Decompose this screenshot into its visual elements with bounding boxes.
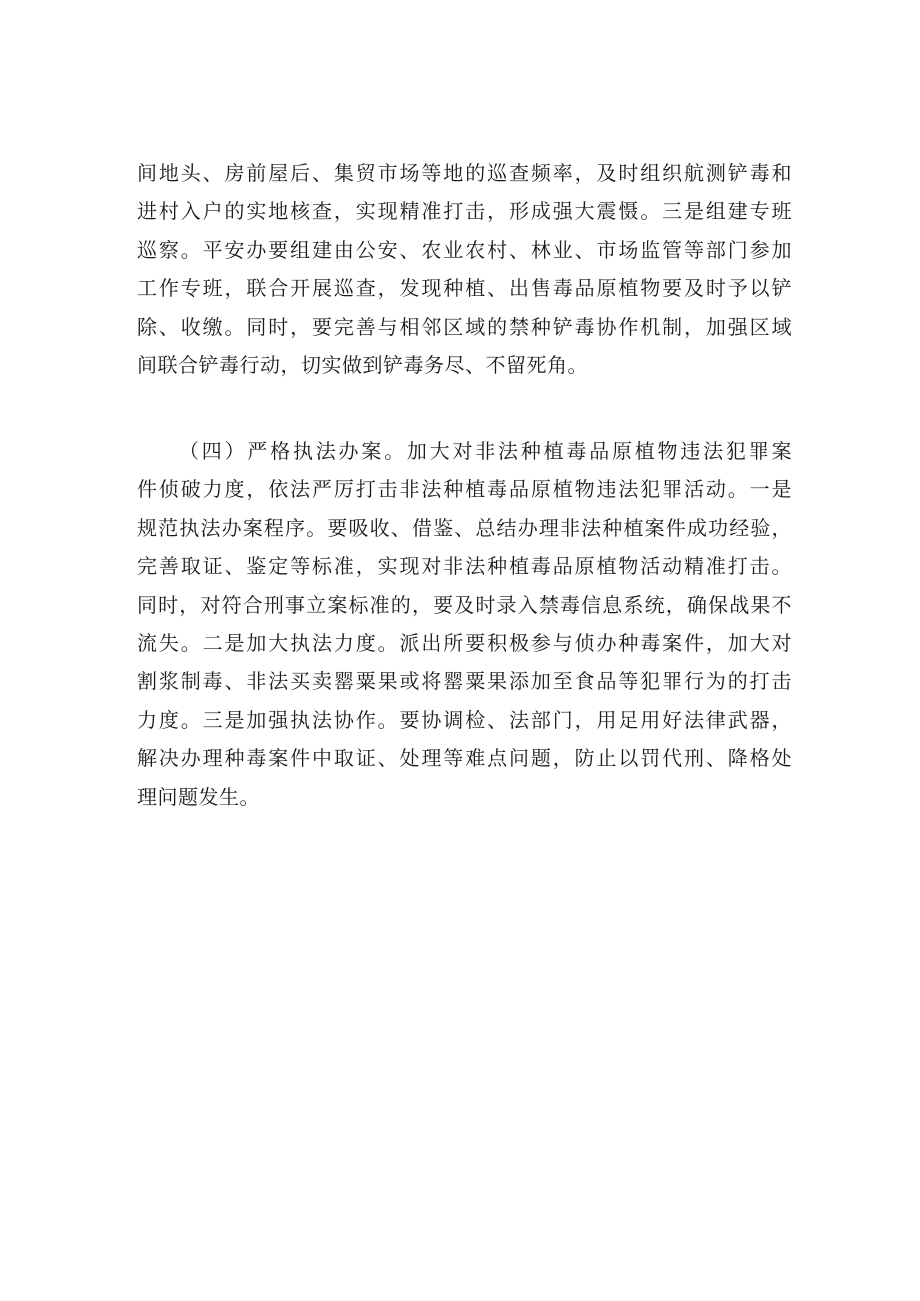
paragraph-line: 割浆制毒、非法买卖罂粟果或将罂粟果添加至食品等犯罪行为的打击 bbox=[137, 669, 792, 694]
paragraph-continued bbox=[137, 154, 792, 384]
paragraph-line: 理问题发生。 bbox=[137, 784, 260, 809]
section-heading-line: （四）严格执法办案。加大对非法种植毒品原植物违法犯罪案 bbox=[179, 439, 792, 463]
paragraph-line: 除、收缴。同时，要完善与相邻区域的禁种铲毒协作机制，加强区域 bbox=[137, 314, 792, 339]
paragraph-line: 巡察。平安办要组建由公安、农业农村、林业、市场监管等部门参加 bbox=[137, 237, 792, 262]
paragraph-line: 完善取证、鉴定等标准，实现对非法种植毒品原植物活动精准打击。 bbox=[137, 554, 792, 579]
paragraph-line: 件侦破力度，依法严厉打击非法种植毒品原植物违法犯罪活动。一是 bbox=[137, 477, 792, 502]
paragraph-line: 力度。三是加强执法协作。要协调检、法部门，用足用好法律武器， bbox=[137, 707, 792, 732]
paragraph-line: 间联合铲毒行动，切实做到铲毒务尽、不留死角。 bbox=[137, 352, 588, 377]
paragraph-line: 同时，对符合刑事立案标准的，要及时录入禁毒信息系统，确保战果不 bbox=[137, 592, 792, 617]
paragraph-line: 工作专班，联合开展巡查，发现种植、出售毒品原植物要及时予以铲 bbox=[137, 276, 792, 301]
paragraph-four bbox=[137, 432, 792, 816]
paragraph-line: 流失。二是加大执法力度。派出所要积极参与侦办种毒案件，加大对 bbox=[137, 630, 792, 655]
paragraph-line: 间地头、房前屋后、集贸市场等地的巡查频率，及时组织航测铲毒和 bbox=[137, 161, 792, 185]
paragraph-line: 规范执法办案程序。要吸收、借鉴、总结办理非法种植案件成功经验， bbox=[137, 515, 792, 540]
paragraph-line: 解决办理种毒案件中取证、处理等难点问题，防止以罚代刑、降格处 bbox=[137, 746, 792, 771]
paragraph-line: 进村入户的实地核查，实现精准打击，形成强大震慑。三是组建专班 bbox=[137, 199, 792, 224]
